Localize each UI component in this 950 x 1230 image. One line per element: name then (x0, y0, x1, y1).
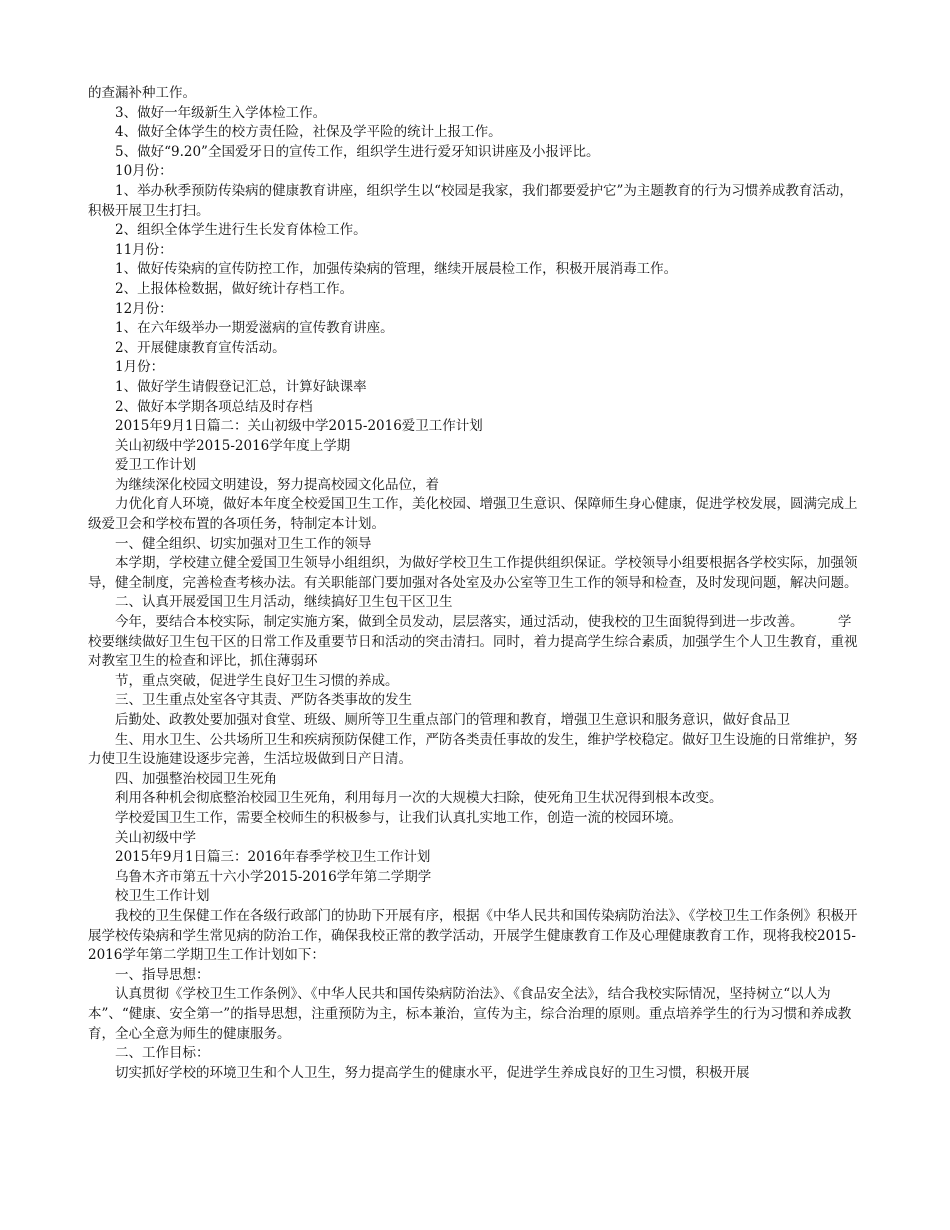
paragraph: 关山初级中学2015-2016学年度上学期 (115, 437, 351, 454)
document-body (88, 84, 860, 1083)
paragraph: 关山初级中学 (115, 829, 196, 846)
paragraph: 爱卫工作计划 (115, 457, 196, 474)
paragraph: 1、在六年级举办一期爱滋病的宣传教育讲座。 (115, 320, 394, 337)
paragraph: 2、开展健康教育宣传活动。 (115, 339, 286, 356)
paragraph: 2015年9月1日篇三：2016年春季学校卫生工作计划 (115, 849, 431, 866)
paragraph: 后勤处、政教处要加强对食堂、班级、厕所等卫生重点部门的管理和教育，增强卫生意识和服务意识，做好食品卫 (115, 712, 790, 728)
paragraph: 2、做好本学期各项总结及时存档 (115, 398, 313, 415)
paragraph: 本学期，学校建立健全爱国卫生领导小组组织，为做好学校卫生工作提供组织保证。学校领导小组要根据各学校实际，加强领导，健全制度，完善检查考核办法。有关职能部门要加强对各处室及办公室等卫生工作的领导和检查，及时发现问题，解决问题。 (88, 555, 858, 591)
paragraph: 1、举办秋季预防传染病的健康教育讲座，组织学生以“校园是我家，我们都要爱护它”为主题教育的行为习惯养成教育活动，积极开展卫生打扫。 (88, 182, 853, 219)
paragraph: 2015年9月1日篇二：关山初级中学2015-2016爱卫工作计划 (115, 418, 483, 435)
paragraph: 5、做好“9.20”全国爱牙日的宣传工作，组织学生进行爱牙知识讲座及小报评比。 (115, 143, 600, 160)
paragraph: 生、用水卫生、公共场所卫生和疾病预防保健工作，严防各类责任事故的发生，维护学校稳定。做好卫生设施的日常维护，努力使卫生设施建设逐步完善，生活垃圾做到日产日清。 (88, 731, 858, 768)
paragraph: 3、做好一年级新生入学体检工作。 (115, 104, 327, 121)
paragraph: 利用各种机会彻底整治校园卫生死角，利用每月一次的大规模大扫除，使死角卫生状况得到根本改变。 (115, 790, 723, 807)
paragraph: 切实抓好学校的环境卫生和个人卫生，努力提高学生的健康水平，促进学生养成良好的卫生习惯，积极开展 (115, 1064, 750, 1081)
paragraph: 四、加强整治校园卫生死角 (115, 770, 277, 787)
paragraph: 二、认真开展爱国卫生月活动，继续搞好卫生包干区卫生 (115, 594, 453, 611)
paragraph: 11月份： (115, 241, 173, 258)
paragraph: 1、做好学生请假登记汇总，计算好缺课率 (115, 378, 367, 395)
paragraph: 三、卫生重点处室各守其责、严防各类事故的发生 (115, 692, 412, 709)
paragraph: 认真贯彻《学校卫生工作条例》、《中华人民共和国传染病防治法》、《食品安全法》，结合我校实际情况，坚持树立“以人为本”、“健康、安全第一”的指导思想，注重预防为主，标本兼治，宣传为主，综合治理的原则。重点培养学生的行为习惯和养成教育，全心全意为师生的健康服务。 (88, 986, 852, 1042)
paragraph: 为继续深化校园文明建设，努力提高校园文化品位，着 (115, 476, 439, 493)
paragraph: 二、工作目标： (115, 1045, 210, 1062)
paragraph: 乌鲁木齐市第五十六小学2015-2016学年第二学期学 (115, 868, 432, 885)
paragraph: 一、健全组织、切实加强对卫生工作的领导 (115, 535, 372, 552)
paragraph: 节，重点突破，促进学生良好卫生习惯的养成。 (115, 672, 399, 689)
paragraph: 我校的卫生保健工作在各级行政部门的协助下开展有序，根据《中华人民共和国传染病防治法》、《学校卫生工作条例》积极开展学校传染病和学生常见病的防治工作，确保我校正常的教学活动，开展学生健康教育工作及心理健康教育工作，现将我校2015-2016学年第二学期卫生工作计划如下： (88, 907, 858, 964)
paragraph: 1月份： (115, 359, 165, 376)
paragraph: 2、上报体检数据，做好统计存档工作。 (115, 280, 354, 297)
paragraph: 10月份： (115, 163, 173, 180)
paragraph: 今年，要结合本校实际，制定实施方案，做到全员发动，层层落实，通过活动，使我校的卫生面貌得到进一步改善。 学校要继续做好卫生包干区的日常工作及重要节日和活动的突击清扫。同时，着力提高学生综合素质，加强学生个人卫生教育，重视对教室卫生的检查和评比，抓住薄弱环 (88, 614, 858, 670)
paragraph: 力优化育人环境，做好本年度全校爱国卫生工作，美化校园、增强卫生意识、保障师生身心健康，促进学校发展，圆满完成上级爱卫会和学校布置的各项任务，特制定本计划。 (88, 496, 858, 533)
paragraph: 12月份： (115, 300, 173, 317)
paragraph: 1、做好传染病的宣传防控工作，加强传染病的管理，继续开展晨检工作，积极开展消毒工作。 (115, 261, 678, 278)
paragraph: 的查漏补种工作。 (88, 85, 196, 101)
paragraph: 学校爱国卫生工作，需要全校师生的积极参与，让我们认真扎实地工作，创造一流的校园环境。 (115, 809, 682, 826)
paragraph: 4、做好全体学生的校方责任险，社保及学平险的统计上报工作。 (115, 124, 502, 141)
paragraph: 2、组织全体学生进行生长发育体检工作。 (115, 222, 367, 239)
paragraph: 校卫生工作计划 (115, 888, 210, 905)
paragraph: 一、指导思想： (115, 966, 210, 983)
